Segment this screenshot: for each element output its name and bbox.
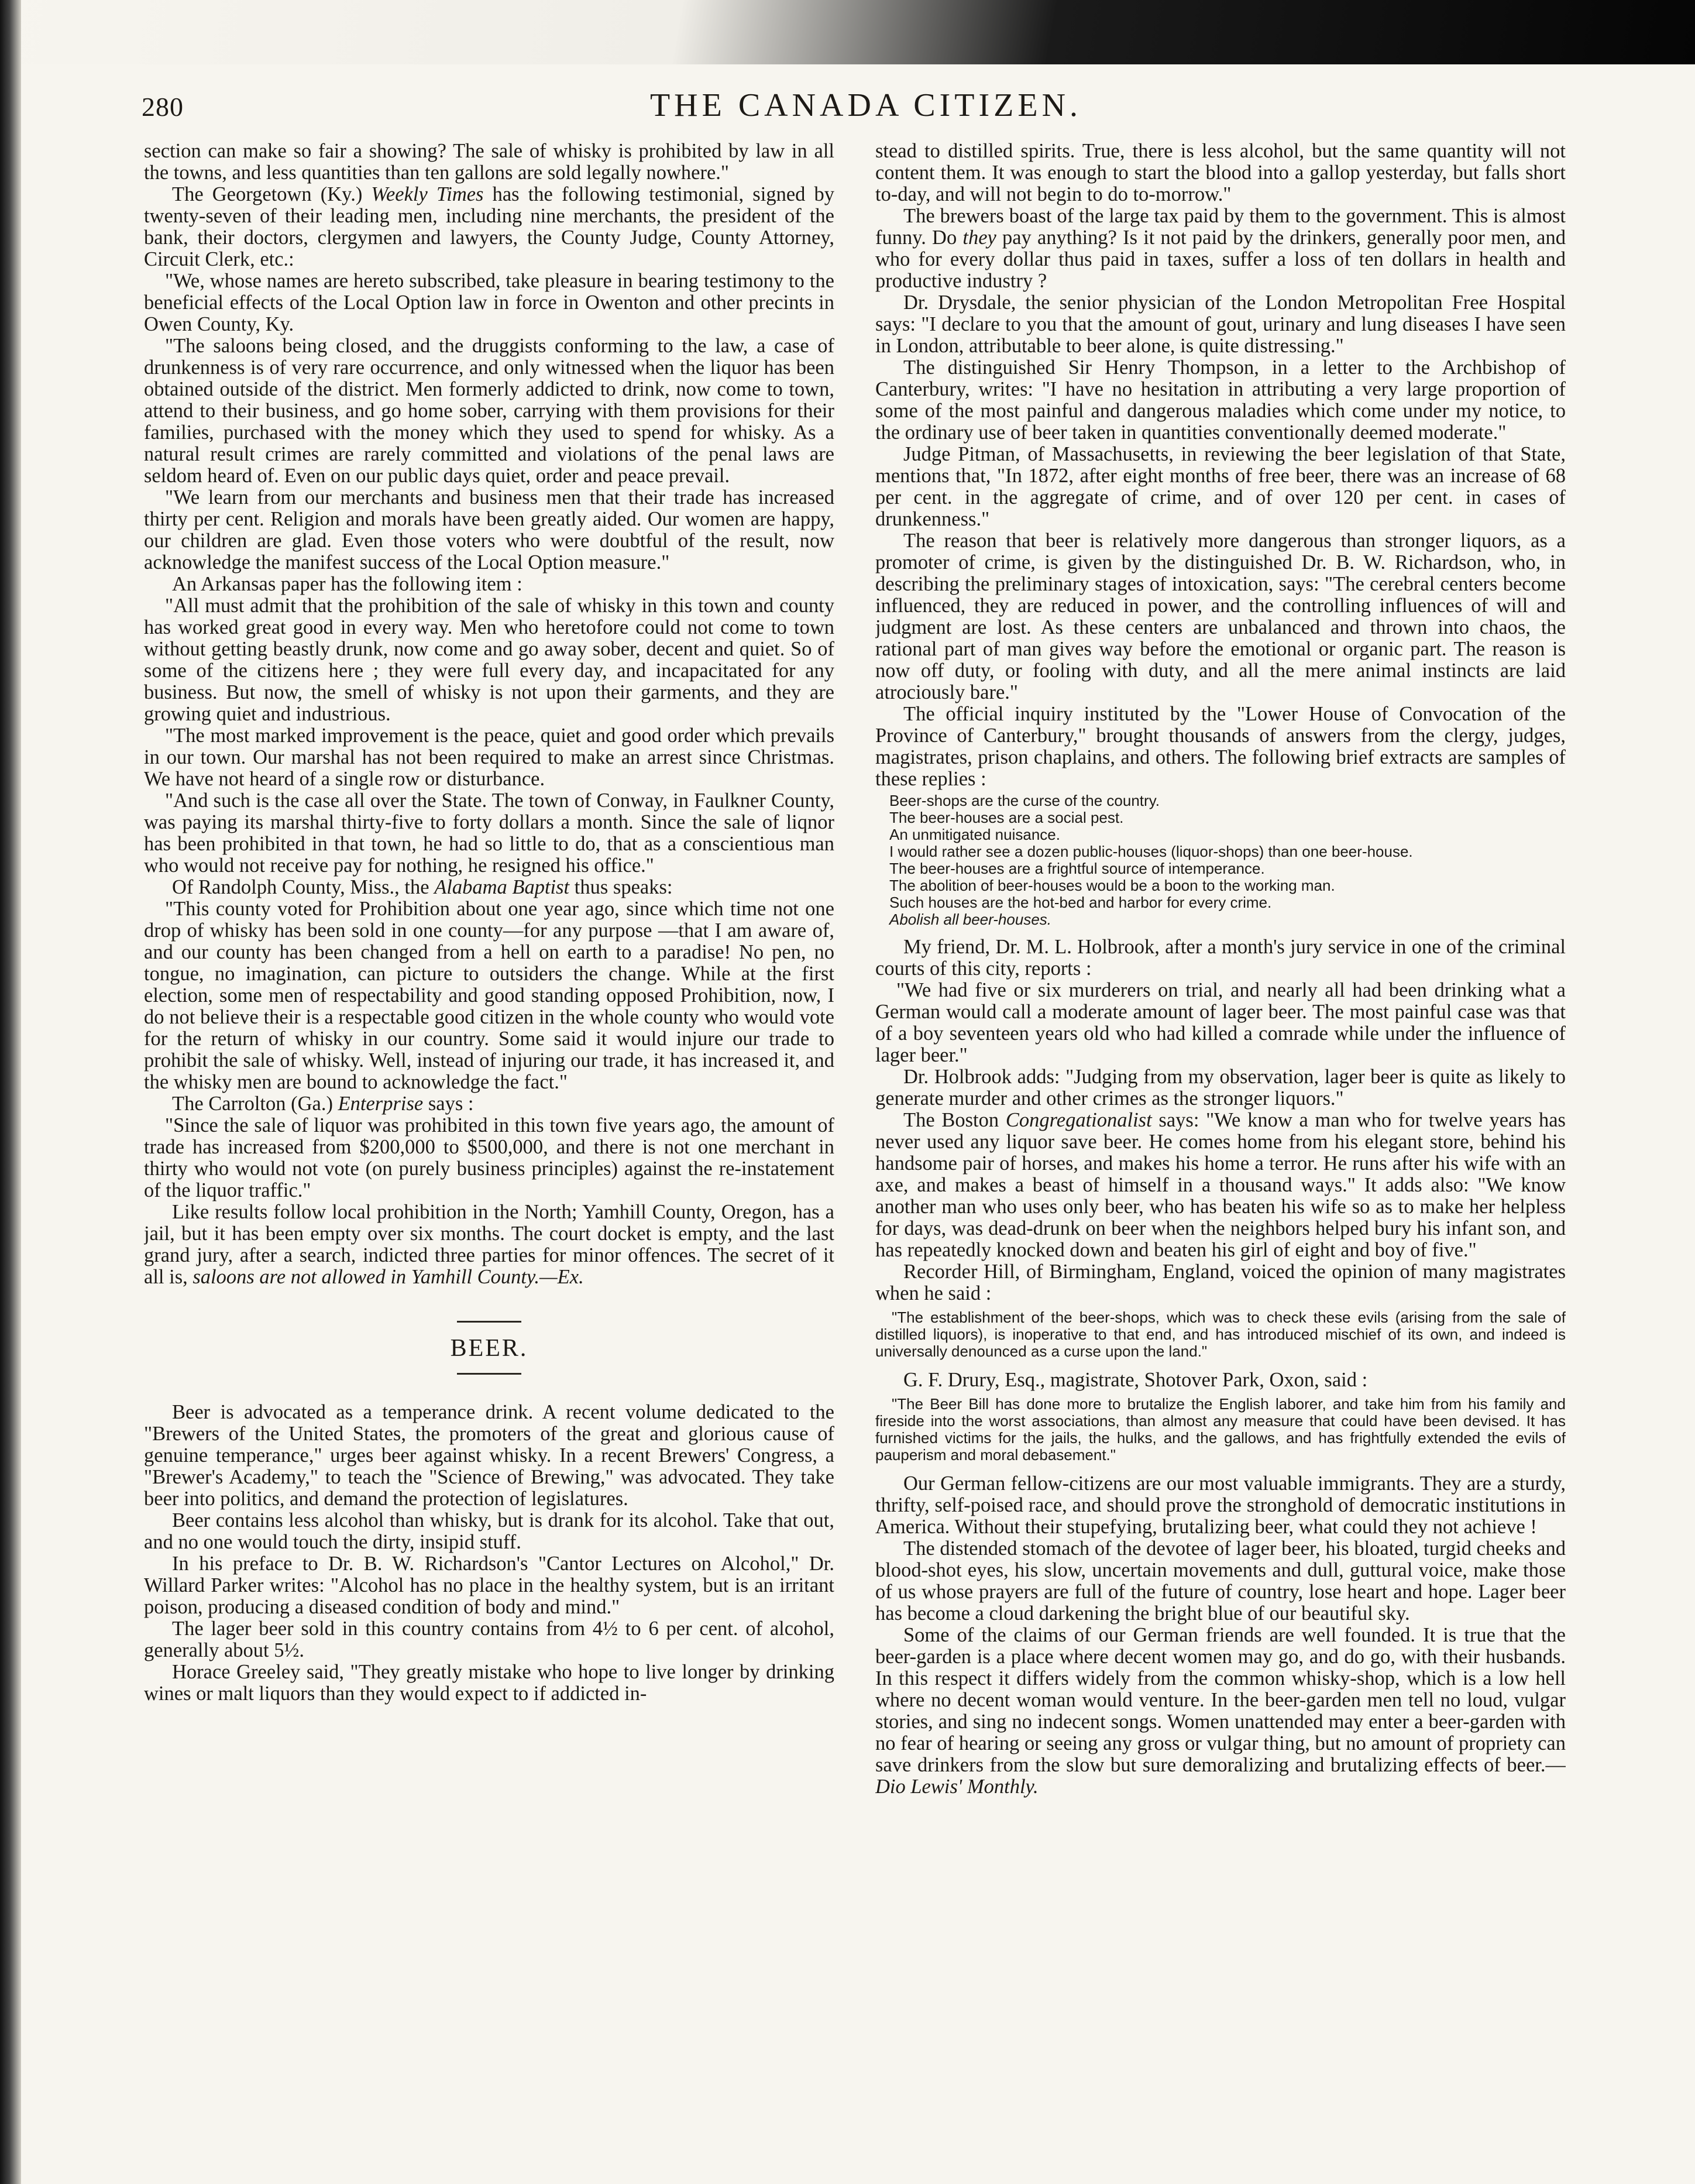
paragraph: The distended stomach of the devotee of lager beer, his bloated, turgid cheeks and blood-shot eyes, his slow, uncertain movements and dull, guttural voice, make those of us whose prayers are full of the future of country, lose heart and hope. Lager beer has become a cloud darkening the bright blue of our beautiful sky.: [875, 1537, 1566, 1625]
paragraph: Dr. Drysdale, the senior physician of the London Metropolitan Free Hospital says: "I declare to you that the amount of gout, urinary and lung diseases I have seen in London, attributable to beer alone, is quite distressing.": [875, 291, 1566, 357]
quote-paragraph: "The most marked improvement is the peace, quiet and good order which prevails in our town. Our marshal has not been required to make an arrest since Christmas. We have not heard of a single row or disturbance.: [144, 724, 834, 790]
paragraph: stead to distilled spirits. True, there is less alcohol, but the same quantity will not content them. It was enough to start the blood into a gallop yesterday, but falls short to-day, and will not begin to do to-morrow.": [875, 140, 1566, 205]
block-quote: "The Beer Bill has done more to brutalize the English laborer, and take him from his family and fireside into the worst associations, than almost any measure that could have been devised. It has furnished victims for the jails, the hulks, and the gallows, and has frightfully extended the evils of pauperism and moral debasement.": [875, 1395, 1566, 1464]
paragraph: Recorder Hill, of Birmingham, England, voiced the opinion of many magistrates when he said :: [875, 1261, 1566, 1304]
list-item: I would rather see a dozen public-houses (liquor-shops) than one beer-house.: [889, 843, 1413, 860]
paragraph: Dr. Holbrook adds: "Judging from my observation, lager beer is quite as likely to generate murder and other crimes as the stronger liquors.": [875, 1066, 1566, 1110]
list-item: Abolish all beer-houses.: [889, 911, 1052, 928]
left-column: [144, 140, 834, 2154]
scan-border-left: [0, 0, 21, 2184]
list-item: The beer-houses are a social pest.: [889, 809, 1124, 826]
page-number: 280: [142, 92, 184, 122]
quote-paragraph: "We learn from our merchants and business men that their trade has increased thirty per cent. Religion and morals have been greatly aided. Our women are happy, our children are glad. Even those voters who were doubtful of the result, now acknowledge the manifest success of the Local Option measure.": [144, 486, 834, 574]
section-divider: [457, 1373, 521, 1375]
list-item: The beer-houses are a frightful source of intemperance.: [889, 860, 1265, 877]
quote-paragraph: "The saloons being closed, and the druggists conforming to the law, a case of drunkenness is of very rare occurrence, and only witnessed when the liquor has been obtained outside of the district. Men formerly addicted to drink, now come to town, attend to their business, and go home sober, carrying with them provisions for their families, purchased with the money which they used to spend for whisky. As a natural result crimes are rarely committed and violations of the penal laws are seldom heard of. Even on our public days quiet, order and peace prevail.: [144, 335, 834, 487]
paragraph: The official inquiry instituted by the "Lower House of Convocation of the Province of Canterbury," brought thousands of answers from the clergy, judges, magistrates, prison chaplains, and others. The following brief extracts are samples of these replies :: [875, 703, 1566, 790]
paragraph: Judge Pitman, of Massachusetts, in reviewing the beer legislation of that State, mentions that, "In 1872, after eight months of free beer, there was an increase of 68 per cent. in the aggregate of crime, and of over 120 per cent. in cases of drunkenness.": [875, 443, 1566, 530]
quote-paragraph: "We, whose names are hereto subscribed, take pleasure in bearing testimony to the beneficial effects of the Local Option law in force in Owenton and other precints in Owen County, Ky.: [144, 270, 834, 335]
right-column: [875, 140, 1566, 2154]
paragraph: The Carrolton (Ga.) Enterprise says :: [172, 1093, 474, 1115]
scan-border-top: [0, 0, 1695, 64]
paragraph: Horace Greeley said, "They greatly mistake who hope to live longer by drinking wines or malt liquors than they would expect to if addicted in-: [144, 1661, 834, 1705]
reply-extracts-list: [889, 792, 1566, 928]
page-header: [135, 81, 1597, 128]
list-item: Such houses are the hot-bed and harbor for every crime.: [889, 894, 1272, 911]
paragraph: The Boston Congregationalist says: "We know a man who for twelve years has never used any liquor save beer. He comes home from his elegant store, behind his handsome pair of horses, and makes his home a terror. He runs after his wife with an axe, and makes a beast of himself in a thousand ways." It adds also: "We know another man who uses only beer, who has beaten his wife so as to make her helpless for days, was dead-drunk on beer when the neighbors helped bury his infant son, and has repeatedly knocked down and beaten his girl of eight and boy of five.": [875, 1109, 1566, 1261]
paragraph: section can make so fair a showing? The sale of whisky is prohibited by law in all the towns, and less quantities than ten gallons are sold legally nowhere.": [144, 140, 834, 184]
paragraph: An Arkansas paper has the following item :: [172, 573, 522, 595]
paragraph: The reason that beer is relatively more dangerous than stronger liquors, as a promoter of crime, is given by the distinguished Dr. B. W. Richardson, who, in describing the preliminary stages of intoxication, says: "The cerebral centers become influenced, they are reduced in power, and the controlling influences of will and judgment are lost. As these centers are unbalanced and thrown into chaos, the rational part of man gives way before the emotional or organic part. The reason is now off duty, or fooling with duty, and all the mere animal instincts are laid atrociously bare.": [875, 530, 1566, 703]
section-divider: [457, 1321, 521, 1323]
section-heading-beer: BEER.: [450, 1335, 528, 1362]
paragraph: Beer is advocated as a temperance drink. A recent volume dedicated to the "Brewers of the United States, the promoters of the great and glorious cause of genuine temperance," urges beer against whisky. In a recent Brewers' Congress, a "Brewer's Academy," to teach the "Science of Brewing," was advocated. They take beer into politics, and demand the protection of legislatures.: [144, 1401, 834, 1510]
block-quote: "The establishment of the beer-shops, which was to check these evils (arising from the sale of distilled liquors), is inoperative to that end, and has introduced mischief of its own, and indeed is universally denounced as a curse upon the land.": [875, 1309, 1566, 1360]
quote-paragraph: "And such is the case all over the State. The town of Conway, in Faulkner County, was paying its marshal thirty-five to forty dollars a month. Since the sale of liqnor has been prohibited in that town, he had so little to do, that as a conscientious man who would not receive pay for nothing, he resigned his office.": [144, 789, 834, 877]
newspaper-title: THE CANADA CITIZEN.: [649, 87, 1082, 123]
list-item: An unmitigated nuisance.: [889, 826, 1060, 843]
paragraph: The distinguished Sir Henry Thompson, in a letter to the Archbishop of Canterbury, writes: "I have no hesitation in attributing a very large proportion of some of the most painful and dangerous maladies which come under my notice, to the ordinary use of beer taken in quantities conventionally deemed moderate.": [875, 356, 1566, 444]
paragraph: Some of the claims of our German friends are well founded. It is true that the beer-garden is a place where decent women may go, and do go, with their husbands. In this respect it differs widely from the common whisky-shop, which is a low hell where no decent woman would venture. In the beer-garden men tell no loud, vulgar stories, and sing no indecent songs. Women unattended may enter a beer-garden with no fear of hearing or seeing any gross or vulgar thing, but no amount of propriety can save drinkers from the slow but sure demoralizing and brutalizing effects of beer.—Dio Lewis' Monthly.: [875, 1624, 1566, 1798]
paragraph: My friend, Dr. M. L. Holbrook, after a month's jury service in one of the criminal courts of this city, reports :: [875, 936, 1566, 980]
paragraph: Our German fellow-citizens are our most valuable immigrants. They are a sturdy, thrifty, self-poised race, and should prove the stronghold of democratic institutions in America. Without their stupefying, brutalizing beer, what could they not achieve !: [875, 1472, 1566, 1538]
quote-paragraph: "All must admit that the prohibition of the sale of whisky in this town and county has worked great good in every way. Men who heretofore could not come to town without getting beastly drunk, now come and go away sober, decent and quiet. So of some of the citizens here ; they were full every day, and incapacitated for any business. But now, the smell of whisky is not upon their garments, and they are growing quiet and industrious.: [144, 595, 834, 725]
list-item: Beer-shops are the curse of the country.: [889, 792, 1160, 809]
paragraph: The brewers boast of the large tax paid by them to the government. This is almost funny. Do they pay anything? Is it not paid by the drinkers, generally poor men, and who for every dollar thus paid in taxes, suffer a loss of ten dollars in health and productive industry ?: [875, 205, 1566, 292]
paragraph: Of Randolph County, Miss., the Alabama Baptist thus speaks:: [172, 876, 673, 898]
paragraph: The Georgetown (Ky.) Weekly Times has the following testimonial, signed by twenty-seven of their leading men, including nine merchants, the president of the bank, their doctors, clergymen and lawyers, the County Judge, County Attorney, Circuit Clerk, etc.:: [144, 183, 834, 270]
paragraph: Beer contains less alcohol than whisky, but is drank for its alcohol. Take that out, and no one would touch the dirty, insipid stuff.: [144, 1509, 834, 1553]
paragraph: The lager beer sold in this country contains from 4½ to 6 per cent. of alcohol, generally about 5½.: [144, 1618, 834, 1661]
paragraph: Like results follow local prohibition in the North; Yamhill County, Oregon, has a jail, but it has been empty over six months. The court docket is empty, and the last grand jury, after a search, indicted three parties for minor offences. The secret of it all is, saloons are not allowed in Yamhill County.—Ex.: [144, 1201, 834, 1288]
paragraph: G. F. Drury, Esq., magistrate, Shotover Park, Oxon, said :: [903, 1369, 1368, 1391]
quote-paragraph: "We had five or six murderers on trial, and nearly all had been drinking what a German would call a moderate amount of lager beer. The most painful case was that of a boy seventeen years old who had killed a comrade while under the influence of lager beer.": [875, 979, 1566, 1066]
article-columns: [144, 140, 1566, 2154]
quote-paragraph: "Since the sale of liquor was prohibited in this town five years ago, the amount of trade has increased from $200,000 to $500,000, and there is not one merchant in thirty who would not vote (on purely business principles) against the re-instatement of the liquor traffic.": [144, 1114, 834, 1201]
quote-paragraph: "This county voted for Prohibition about one year ago, since which time not one drop of whisky has been sold in one county—for any purpose —that I am aware of, and our county has been changed from a hell on earth to a paradise! No pen, no tongue, no imagination, can picture to outsiders the change. While at the first election, some men of respectability and good standing opposed Prohibition, now, I do not believe their is a respectable good citizen in the whole county who would vote for the return of whisky in our country. Some said it would injure our trade to prohibit the sale of whisky. Well, instead of injuring our trade, it has increased it, and the whisky men are bound to acknowledge the fact.": [144, 898, 834, 1093]
list-item: The abolition of beer-houses would be a boon to the working man.: [889, 877, 1335, 894]
paragraph: In his preface to Dr. B. W. Richardson's "Cantor Lectures on Alcohol," Dr. Willard Parker writes: "Alcohol has no place in the healthy system, but is an irritant poison, producing a diseased condition of body and mind.": [144, 1553, 834, 1618]
